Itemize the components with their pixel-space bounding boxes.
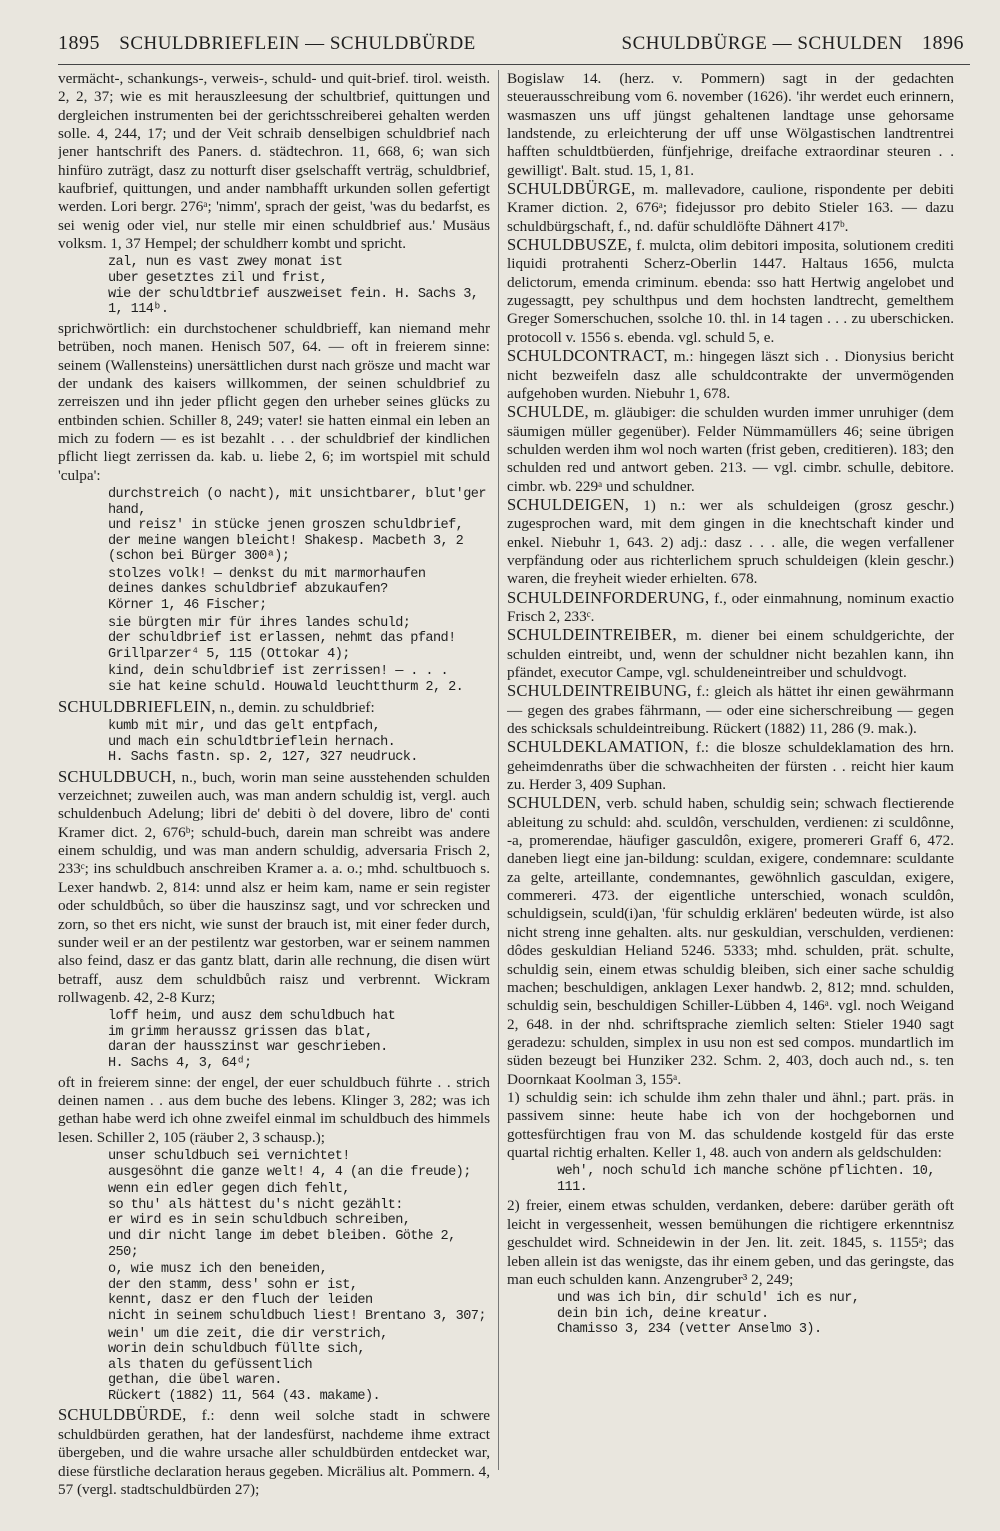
verse-quotation <box>58 1262 490 1324</box>
quotation-line: stolzes volk! — denkst du mit marmorhaufen <box>108 566 426 582</box>
dictionary-entry <box>507 626 954 682</box>
left-page-header <box>58 32 476 62</box>
quotation-line: Chamisso 3, 234 (vetter Anselmo 3). <box>557 1322 822 1338</box>
quotation-line: kennt, dasz er den fluch der leiden <box>108 1293 373 1309</box>
column-separator <box>498 70 499 1470</box>
quotation-line: als thaten du gefüssentlich <box>108 1357 313 1373</box>
dictionary-entry <box>507 794 954 1089</box>
headword: SCHULDEINTREIBUNG, <box>507 681 692 701</box>
headword: SCHULDEIGEN, <box>507 494 630 514</box>
entry-text: Bogislaw 14. (herz. v. Pommern) sagt in der gedachten steuerausschreibung vom 6. november (1626). 'ihr werdet euch erinnern, wasmaszen uns uff jüngst gehaltenen landtage unse gehorsame landstende, zu erleichterung der uff unse Wölgastischen landtrentrei hafften schuldtbüerden, fünfjehrige, dreifache extraordinar steuren . . gewilligt'. Balt. stud. 15, 1, 81. <box>507 70 954 179</box>
dictionary-entry <box>507 347 954 403</box>
verse-quotation <box>58 1327 490 1405</box>
quotation-line: loff heim, und ausz dem schuldbuch hat <box>108 1009 396 1025</box>
entry-text: 2) freier, einem etwas schulden, verdanken, debere: darüber geräth oft leicht in vergessenheit, wessen bemühungen die richtigere erkenntnisz geschuldet wird. Schneidewin in der Jen. lit. zeit. 1845, s. 1155ᵃ; das leben allein ist das wenigste, das ihr einem geben, und das geringste, das man euch schulden kann. Anzengruber³ 2, 249; <box>507 1197 954 1288</box>
headword: SCHULDBRIEFLEIN, <box>58 696 216 716</box>
dictionary-entry <box>507 180 954 236</box>
quotation-line: Körner 1, 46 Fischer; <box>108 598 267 614</box>
verse-quotation <box>58 1009 490 1071</box>
left-running-title: SCHULDBRIEFLEIN — SCHULDBÜRDE <box>119 33 476 54</box>
quotation-line: deines dankes schuldbrief abzukaufen? <box>108 582 388 598</box>
quotation-line: und dir nicht lange im debet bleiben. Göthe 2, 250; <box>108 1228 456 1260</box>
verse-quotation <box>507 1291 954 1338</box>
headword: SCHULDEN, <box>507 793 601 813</box>
quotation-line: weh', noch schuld ich manche schöne pflichten. 10, 111. <box>557 1164 935 1195</box>
quotation-line: Rückert (1882) 11, 564 (43. makame). <box>108 1388 381 1404</box>
entry-text: m. gläubiger: die schulden wurden immer unruhiger (dem säumigen müller gegenüber). Felder Nümmamüllers 46; seine übrigen schulden werden ihm wol noch warten (frist geben, creditieren). 183; den schulden red und antwort geben. 213. — vgl. cimbr. schulle, debitore. cimbr. wb. 229ᵃ und schuldner. <box>507 404 954 495</box>
entry-text: f.: die blosze schuldeklamation des hrn. geheimdenraths über die schwachheiten der fürsten . . reicht hier kaum zu. Herder 3, 409 Suphan. <box>507 739 954 794</box>
entry-text: f.: gleich als hättet ihr einen gewährmann — gegen des grabes fährmann, — oder eine sicherschreibung — gegen des schicksals schuldeintreibung. Rückert (1882) 11, 286 (9. mak.). <box>507 683 954 738</box>
paragraph <box>58 320 490 485</box>
verse-quotation <box>58 487 490 565</box>
dictionary-entry <box>507 236 954 347</box>
quotation-line: o, wie musz ich den beneiden, <box>108 1262 328 1278</box>
quotation-line: unser schuldbuch sei vernichtet! <box>108 1148 350 1164</box>
entry-text: m. mallevadore, caulione, rispondente per debiti Kramer diction. 2, 676ᵃ; fidejussor pro debito Stieler 163. — dazu schuldbürgschaft, f., nd. dafür schuldlöfte Dähnert 417ᵇ. <box>507 181 954 235</box>
entry-text: sprichwörtlich: ein durchstochener schuldbrieff, kan niemand mehr betrüben, noch manen. Henisch 507, 64. — oft in freierem sinne: seinem (Wallensteins) unersättlichen durst nach grösze und macht war der undank des kaisers willkommen, der seinen schuldbrief zu zerreiszen und ihn jeder pflicht gegen den urheber seines glücks zu entbinden schien. Schiller 8, 249; vater! sie hatten einmal ein leben an mich zu fodern — es ist bezahlt . . . der schuldbrief der kindlichen pflicht liegt zerrissen da. kab. u. liebe 2, 6; im wortspiel mit schuld 'culpa': <box>58 319 490 484</box>
headword: SCHULDBÜRGE, <box>507 179 636 199</box>
quotation-line: und reisz' in stücke jenen groszen schuldbrief, <box>108 518 464 534</box>
entry-text: verb. schuld haben, schuldig sein; schwach flectierende ableitung zu schuld: ahd. sculdôn, verschulden, verdienen: zi sculdônne, -a, promerendae, häufiger gasculdôn, exigere, promereri Graff 6, 472. daneben liegt eine jan-bildung: sculdan, exigere, condemnare: sculdante za gelte, arteillante, condemnantes, gewöhnlich gasculdan, exigere, commereri. 473. der eigentliche unterschied, wonach sculdôn, schuldigsein, sculd(i)an, 'für schuldig erklären' bedeuten würde, ist also nicht streng inne gehalten. alts. nur geskuldian, verschulden, verdienen: dôdes geskuldian Heliand 5246. 5333; mhd. schulden, prät. schulte, schuldig sein, einem etwas schuldig bleiben, sich einer sache schuldig machen; beschuldigen, anklagen Lexer handwb. 2, 812; mnd. schulden, schuldig sein, beschuldigen Schiller-Lübben 4, 146ᵃ. vgl. noch Weigand 2, 648. in der nhd. schriftsprache ziemlich selten: Stieler 1940 sagt geradezu: schulden, simplex in usu non est sed compos. mundartlich im süden bezeugt bei Hunziker 232. Schm. 2, 403, doch auch nd., s. ten Doornkaat Koolman 3, 155ᵃ. <box>507 795 954 1088</box>
entry-text: oft in freierem sinne: der engel, der euer schuldbuch führte . . strich deinen namen . . aus dem buche des lebens. Klinger 3, 282; was ich gethan habe werd ich ohne zweifel einmal im schuldbuch des himmels lesen. Schiller 2, 105 (räuber 2, 3 schausp.); <box>58 1073 490 1146</box>
paragraph <box>507 1197 954 1289</box>
quotation-line: wie der schuldtbrief auszweiset fein. H. Sachs 3, 1, 114ᵇ. <box>108 286 479 318</box>
quotation-line: ausgesöhnt die ganze welt! 4, 4 (an die freude); <box>108 1164 471 1180</box>
verse-quotation <box>58 567 490 614</box>
entry-text: m. diener bei einem schuldgerichte, der schulden eintreibt, und, wenn der schuldner nicht bezahlen kann, ihn pfändet, executor Campe, vgl. schuldeneintreiber und schuldvogt. <box>507 627 954 681</box>
dictionary-entry <box>507 403 954 496</box>
dictionary-entry <box>58 698 490 717</box>
paragraph <box>58 70 490 253</box>
dictionary-entry <box>507 589 954 627</box>
quotation-line: er wird es in sein schuldbuch schreiben, <box>108 1213 411 1229</box>
headword: SCHULDBUCH, <box>58 766 177 786</box>
quotation-line: der schuldbrief ist erlassen, nehmt das pfand! <box>108 631 456 647</box>
entry-text: f., oder einmahnung, nominum exactio Frisch 2, 233ᶜ. <box>507 589 954 625</box>
dictionary-entry <box>507 682 954 738</box>
quotation-line: Grillparzer⁴ 5, 115 (Ottokar 4); <box>108 646 350 662</box>
entry-text: n., demin. zu schuldbrief: <box>215 698 375 716</box>
headword: SCHULDE, <box>507 402 589 422</box>
entry-text: m.: hingegen läszt sich . . Dionysius bericht nicht bezweifeln dasz alle schuldcontrakte der unvermögenden aufgehoben wurden. Niebuhr 1, 678. <box>507 348 954 402</box>
quotation-line: daran der hausszinst war geschrieben. <box>108 1040 388 1056</box>
headword: SCHULDEINFORDERUNG, <box>507 587 710 607</box>
right-page-header <box>608 32 965 62</box>
quotation-line: kind, dein schuldbrief ist zerrissen! — . . . <box>108 664 449 680</box>
verse-quotation <box>58 664 490 695</box>
entry-text: vermächt-, schankungs-, verweis-, schuld- und quit-brief. tirol. weisth. 2, 2, 37; wie es mit herauszleesung der schultbrief, quittungen und dergleichen instrumenten bei der gerichtsschreiberei gehalten werden solle. 4, 244, 17; und der Veit schraib denselbigen schuldbrief nach jener hantschrift des Paners. d. städtechron. 11, 668, 6; wan sich hinfüro zuträgt, dasz zu notturft diser gselschafft verträg, schuldbrief, kaufbrief, quittungen, und ander nambhafft urkunden sollen gefertigt werden. Lori bergr. 276ᵃ; 'nimm', sprach der geist, 'was du bedarfst, es sei wenig oder viel, nur stelle mir einen schuldbrief aus.' Musäus volksm. 1, 37 Hempel; der schuldherr kombt und spricht. <box>58 70 490 253</box>
entry-text: f. mulcta, olim debitori imposita, solutionem crediti liquidi protrahenti Scherz-Oberlin 1447. Haltaus 1656, mulcta delictorum, emenda criminum. ebenda: sso hatt Hertwig angelobet und zugessagtt, pey schulthpus und dem hochsten landtrecht, gemelthem Greger Somerschuchen, ssolche 10. thl. in 14 tagen . . . zu uberschicken. protocoll v. 1556 s. ebenda. vgl. schuld 5, e. <box>507 237 954 346</box>
entry-text: 1) n.: wer als schuldeigen (grosz geschr.) zugesprochen ward, mit dem gingen in die knechtschaft kinder und enkel. Niebuhr 1, 643. 2) adj.: dasz . . . alle, die wegen verfallener verpfändung oder aus richterlichem spruch schuldeigen (klein geschr.) waren, die freyheit wieder erhielten. 678. <box>507 496 954 588</box>
quotation-line: wein' um die zeit, die dir verstrich, <box>108 1326 388 1342</box>
headword: SCHULDBÜRDE, <box>58 1405 187 1425</box>
quotation-line: der meine wangen bleicht! Shakesp. Macbeth 3, 2 (schon bei Bürger 300ᵃ); <box>108 533 464 565</box>
quotation-line: zal, nun es vast zwey monat ist <box>108 255 343 271</box>
quotation-line: im grimm heraussz grissen das blat, <box>108 1024 373 1040</box>
headword: SCHULDBUSZE, <box>507 235 632 255</box>
quotation-line: gethan, die übel waren. <box>108 1373 282 1389</box>
entry-text: n., buch, worin man seine ausstehenden schulden verzeichnet; zuweilen auch, was man andern schuldig ist, vergl. auch schuldenbuch Adelung; libri de' debiti ò del dovere, libro de' conti Kramer dict. 2, 676ᵇ; schuld-buch, darein man schreibt was andere einem schuldig, und was man andern schuldig, adversaria Frisch 2, 233ᶜ; ins schuldbuch anschreiben Kramer a. a. o.; mhd. schultbuoch s. Lexer handwb. 2, 814: unnd alsz er heim kam, name er sein register oder schuldbůch, so über die hauszinsz sagt, und vor schrecken und zorn, so thet ers nicht, wie sunst der brauch ist, mit einer feder durch, sunder weil er an der pestilentz war gestorben, war er seinem nammen also feind, dasz er das gantz blatt, darin alle rechnung, die disen würt betraff, ausz dem schuldbůch raisz und verbrennt. Wickram rollwagenb. 42, 2-8 Kurz; <box>58 768 490 1006</box>
quotation-line: H. Sachs 4, 3, 64ᵈ; <box>108 1056 252 1071</box>
quotation-line: der den stamm, dess' sohn er ist, <box>108 1277 358 1293</box>
headword: SCHULDEKLAMATION, <box>507 737 689 757</box>
verse-quotation <box>58 255 490 317</box>
quotation-line: H. Sachs fastn. sp. 2, 127, 327 neudruck. <box>108 750 418 766</box>
quotation-line: nicht in seinem schuldbuch liest! Brentano 3, 307; <box>108 1308 486 1324</box>
right-column <box>507 70 954 1520</box>
quotation-line: sie bürgten mir für ihres landes schuld; <box>108 615 411 631</box>
entry-text: f.: denn weil solche stadt in schwere schuldbürden gerathen, hat der landesfürst, nachdeme ihme extract übergeben, und die wahre ursache aller schuldbürden entdecket war, diese fürstliche declaration heraus gegeben. Micrälius alt. Pommern. 4, 57 (vergl. stadtschuldbürden 27); <box>58 1407 490 1498</box>
quotation-line: dein bin ich, deine kreatur. <box>557 1306 769 1322</box>
dictionary-entry <box>507 496 954 589</box>
left-column <box>58 70 490 1520</box>
right-running-title: SCHULDBÜRGE — SCHULDEN <box>621 33 903 54</box>
quotation-line: kumb mit mir, und das gelt entpfach, <box>108 718 381 734</box>
verse-quotation <box>507 1164 954 1195</box>
quotation-line: durchstreich (o nacht), mit unsichtbarer, blut'ger hand, <box>108 486 486 518</box>
quotation-line: so thu' als hättest du's nicht gezählt: <box>108 1197 403 1213</box>
paragraph <box>507 70 954 180</box>
dictionary-entry <box>507 738 954 794</box>
paragraph <box>507 1089 954 1162</box>
quotation-line: und mach ein schuldtbrieflein hernach. <box>108 734 396 750</box>
quotation-line: worin dein schuldbuch füllte sich, <box>108 1342 365 1358</box>
dictionary-entry <box>58 768 490 1007</box>
headword: SCHULDEINTREIBER, <box>507 625 677 645</box>
verse-quotation <box>58 1182 490 1260</box>
quotation-line: und was ich bin, dir schuld' ich es nur, <box>557 1291 860 1307</box>
header-rule <box>58 64 970 65</box>
quotation-line: wenn ein edler gegen dich fehlt, <box>108 1182 350 1198</box>
paragraph <box>58 1074 490 1147</box>
dictionary-entry <box>58 1406 490 1499</box>
verse-quotation <box>58 616 490 663</box>
quotation-line: uber gesetztes zil und frist, <box>108 271 328 287</box>
entry-text: 1) schuldig sein: ich schulde ihm zehn thaler und ähnl.; part. präs. in passivem sinne: heute habe ich von der hochgebornen und gottesfürchtigen frau von M. das schuldende kostgeld für das erste quartal richtig erhalten. Keller 1, 48. auch von andern als geldschulden: <box>507 1088 954 1161</box>
left-page-number: 1895 <box>58 32 100 54</box>
right-page-number: 1896 <box>922 32 964 54</box>
verse-quotation <box>58 1149 490 1180</box>
verse-quotation <box>58 719 490 766</box>
headword: SCHULDCONTRACT, <box>507 346 668 366</box>
quotation-line: sie hat keine schuld. Houwald leuchtthurm 2, 2. <box>108 680 464 696</box>
